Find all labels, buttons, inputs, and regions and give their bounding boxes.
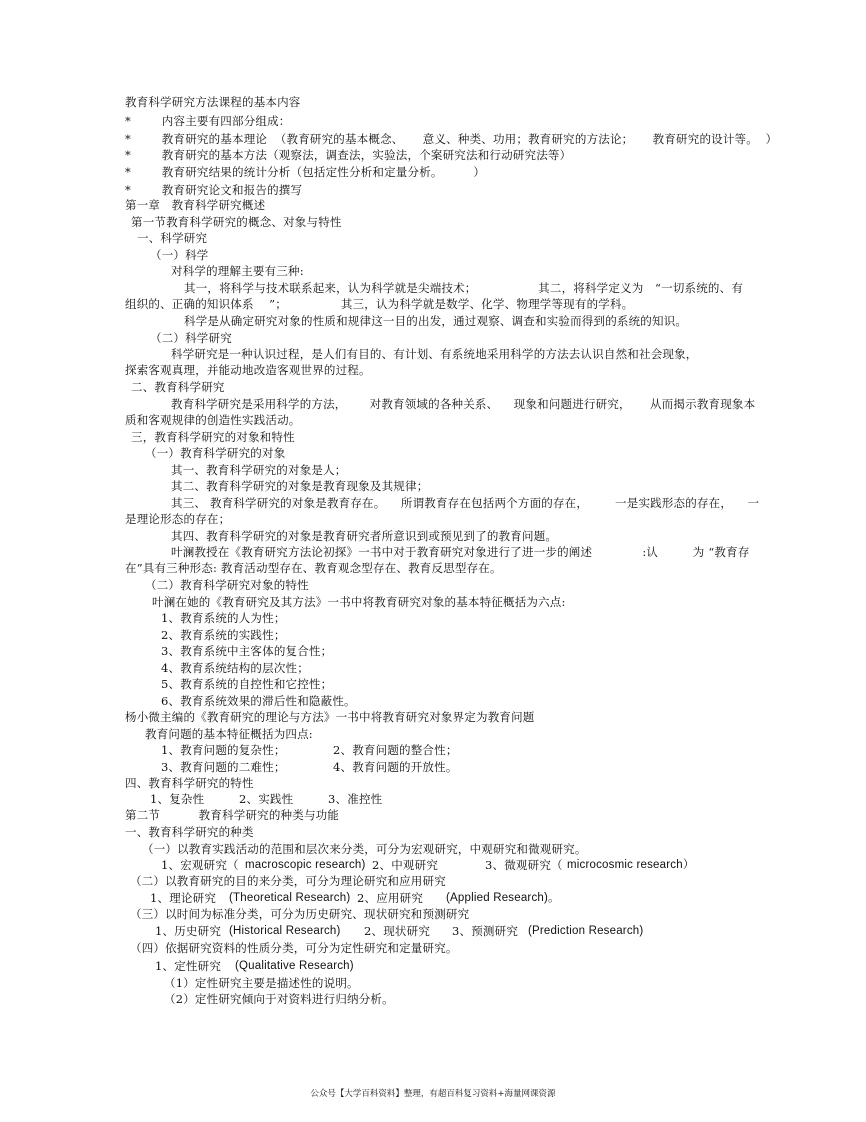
page-footer: 公众号【大学百科资料】整理，有超百科复习资料+海量网课资源 [310,1089,556,1099]
document-line: 1、理论研究 [150,891,217,905]
document-line: 1、教育问题的复杂性； [161,743,286,757]
document-line: 2、中观研究 [372,858,439,872]
document-line: microcosmic research） [567,859,695,871]
document-line: 2、现状研究 [364,924,431,938]
document-line: 1、复杂性 2、实践性 3、准控性 [150,792,383,806]
document-line: 其三、 教育科学研究的对象是教育存在。 所谓教育存在包括两个方面的存在， 一是实践形态的存在， 一 [171,496,760,510]
document-line: 杨小微主编的《教育研究的理论与方法》一书中将教育研究对象界定为教育问题 [125,710,535,724]
document-line: 科学研究是一种认识过程，是人们有目的、有计划、有系统地采用科学的方法去认识自然和社会现象， [171,347,698,361]
document-line: 其一、教育科学研究的对象是人； [171,463,347,477]
document-line: （二）以教育研究的目的来分类，可分为理论研究和应用研究 [130,874,446,888]
document-line: * 教育研究结果的统计分析（包括定性分析和定量分析。 ） [125,165,486,179]
document-line: 探索客观真理，并能动地改造客观世界的过程。 [125,363,371,377]
document-line: 1、教育系统的人为性； [161,611,286,625]
document-line: 二、教育科学研究 [131,380,225,394]
document-line: 第二节 教育科学研究的种类与功能 [125,808,340,822]
document-line: （三）以时间为标准分类，可分为历史研究、现状研究和预测研究 [130,907,470,921]
document-line: 质和客观规律的创造性实践活动。 [125,413,301,427]
document-line: 其一，将科学与技术联系起来，认为科学就是尖端技术； 其二，将科学定义为 “一切系统的、有 [184,281,744,295]
document-line: 2、教育问题的整合性； [333,743,458,757]
document-line: 叶澜教授在《教育研究方法论初探》一书中对于教育研究对象进行了进一步的阐述 :认 为 “教育存 [171,545,750,559]
document-line: 第一节教育科学研究的概念、对象与特性 [131,215,342,229]
document-line: 科学是从确定研究对象的性质和规律这一目的出发，通过观察、调查和实验而得到的系统的知识。 [184,314,688,328]
document-line: 1、历史研究 [155,924,222,938]
document-line: 2、应用研究 [357,891,424,905]
document-line: 第一章 教育科学研究概述 [125,198,266,212]
document-line: (Historical Research) [229,925,341,937]
document-line: 在”具有三种形态: 教育活动型存在、教育观念型存在、教育反思型存在。 [125,561,502,575]
document-line: 教育科学研究方法课程的基本内容 [125,95,301,109]
document-line: 一、教育科学研究的种类 [125,825,254,839]
document-line: 教育科学研究是采用科学的方法， 对教育领域的各种关系、 现象和问题进行研究， 从而揭示教育现象本 [171,397,756,411]
document-line: 3、教育问题的二难性； [161,760,286,774]
document-line: * 教育研究的基本方法（观察法，调查法，实验法，个案研究法和行动研究法等） [125,148,572,162]
document-line: 其四、教育科学研究的对象是教育研究者所意识到或预见到了的教育问题。 [171,529,558,543]
document-line: （一）科学 [150,248,209,262]
document-line: 其二、教育科学研究的对象是教育现象及其规律； [171,479,429,493]
document-line: 3、教育系统中主客体的复合性； [161,644,333,658]
document-line: （一）教育科学研究的对象 [145,446,286,460]
document-line: 叶澜在她的《教育研究及其方法》一书中将教育研究对象的基本特征概括为六点: [152,595,566,609]
document-line: (Theoretical Research) [229,892,351,904]
document-line: （四）依据研究资料的性质分类，可分为定性研究和定量研究。 [130,941,458,955]
document-line: （二）教育科学研究对象的特性 [145,578,309,592]
document-line: 是理论形态的存在； [125,512,231,526]
document-line: （1）定性研究主要是描述性的说明。 [164,976,359,990]
document-line: 一、科学研究 [137,231,208,245]
document-line: 4、教育系统结构的层次性； [161,661,309,675]
document-line: 三，教育科学研究的对象和特性 [131,430,295,444]
document-line: 教育问题的基本特征概括为四点: [145,727,313,741]
document-line: (Qualitative Research) [235,960,354,972]
document-line: * 教育研究的基本理论 （教育研究的基本概念、 意义、种类、功用；教育研究的方法论； 教育研究的设计等。 ） [125,132,778,146]
document-line: 1、定性研究 [155,959,222,973]
document-line: 2、教育系统的实践性； [161,628,286,642]
document-line: 对科学的理解主要有三种: [171,264,304,278]
document-line: 6、教育系统效果的滞后性和隐蔽性。 [161,694,356,708]
document-line: 1、宏观研究（ [161,858,239,872]
document-line: （一）以教育实践活动的范围和层次来分类，可分为宏观研究，中观研究和微观研究。 [142,842,587,856]
document-line: * 内容主要有四部分组成： [125,114,291,128]
document-line: macroscopic research) [245,859,366,871]
document-line: * 教育研究论文和报告的撰写 [125,183,303,197]
document-line: 5、教育系统的自控性和它控性； [161,677,333,691]
document-line: （2）定性研究倾向于对资料进行归纳分析。 [164,992,394,1006]
document-line: (Prediction Research) [528,925,644,937]
document-line: (Applied Research)。 [446,892,560,904]
document-line: （二）科学研究 [150,331,232,345]
document-line: 3、微观研究（ [485,858,563,872]
document-line: 四、教育科学研究的特性 [125,776,254,790]
document-line: 组织的、正确的知识体系 ”； 其三，认为科学就是数学、化学、物理学等现有的学科。 [125,297,634,311]
document-line: 3、预测研究 [452,924,519,938]
document-line: 4、教育问题的开放性。 [333,760,458,774]
